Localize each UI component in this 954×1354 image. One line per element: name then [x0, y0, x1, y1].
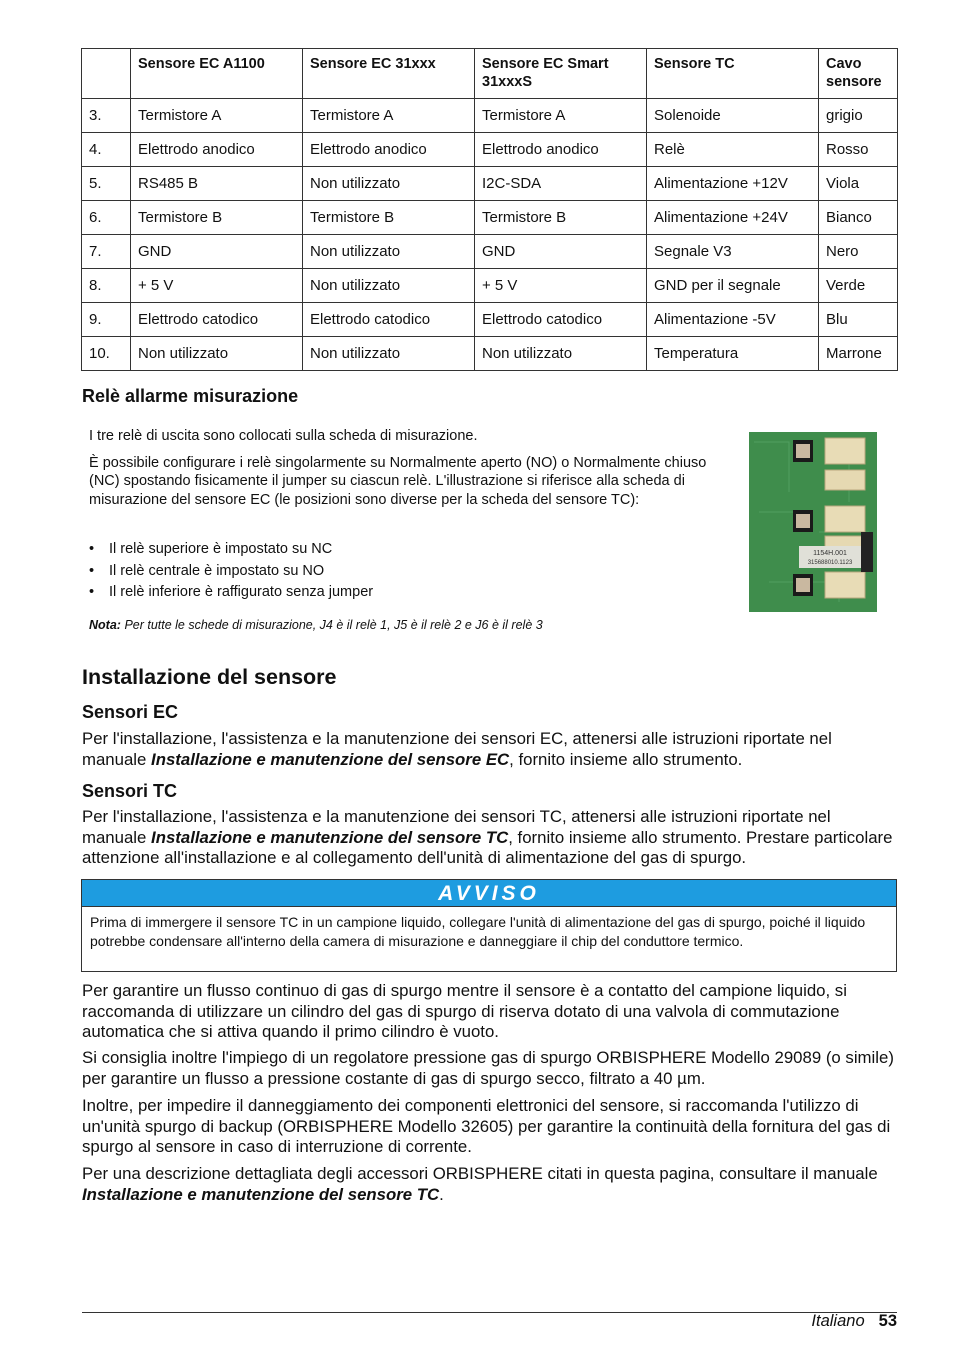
list-item: • Il relè centrale è impostato su NO [89, 561, 729, 583]
table-cell: Rosso [819, 133, 898, 167]
table-cell: Elettrodo catodico [303, 303, 475, 337]
table-cell: 4. [82, 133, 131, 167]
ec-paragraph [82, 729, 897, 770]
table-cell: 7. [82, 235, 131, 269]
table-cell: Termistore B [475, 201, 647, 235]
table-cell: Nero [819, 235, 898, 269]
table-cell: I2C-SDA [475, 167, 647, 201]
table-header-cell: Sensore TC [647, 49, 819, 99]
table-header-row [82, 49, 898, 99]
table-cell: Alimentazione +24V [647, 201, 819, 235]
table-cell: + 5 V [131, 269, 303, 303]
table-cell: 3. [82, 99, 131, 133]
table-cell: Termistore B [303, 201, 475, 235]
notice-box [81, 879, 897, 972]
table-cell: RS485 B [131, 167, 303, 201]
table-row [82, 133, 898, 167]
table-cell: Elettrodo anodico [131, 133, 303, 167]
table-cell: Blu [819, 303, 898, 337]
footer [811, 1312, 897, 1331]
table-cell: Marrone [819, 337, 898, 371]
table-header-cell: Cavo sensore [819, 49, 898, 99]
note-text: Per tutte le schede di misurazione, J4 è il relè 1, J5 è il relè 2 e J6 è il relè 3 [124, 618, 543, 632]
table-header-cell: Sensore EC A1100 [131, 49, 303, 99]
table-row [82, 201, 898, 235]
table-cell: Relè [647, 133, 819, 167]
table-cell: Termistore A [131, 99, 303, 133]
table-cell: Elettrodo catodico [131, 303, 303, 337]
table-cell: Termistore A [475, 99, 647, 133]
tc-text-after: , fornito insieme allo strumento. Prestare particolare attenzione all'installazione e al collegamento dell'unità di alimentazione del gas di spurgo. [82, 827, 893, 868]
ec-text-after: , fornito insieme allo strumento. [509, 749, 743, 769]
table-cell: Elettrodo anodico [475, 133, 647, 167]
table-cell: GND per il segnale [647, 269, 819, 303]
install-heading: Installazione del sensore [82, 665, 337, 689]
table-cell: Alimentazione +12V [647, 167, 819, 201]
notice-text: Prima di immergere il sensore TC in un campione liquido, collegare l'unità di alimentazione del gas di spurgo, poiché il liquido potrebbe condensare all'interno della camera di misurazione e danneggiare il chip del conduttore termico. [90, 914, 866, 949]
table-cell: 5. [82, 167, 131, 201]
pcb-drawing [749, 432, 877, 612]
chip-label-line1: 1154H.001 [813, 550, 847, 557]
table-header-cell [82, 49, 131, 99]
ec-manual-title: Installazione e manutenzione del sensore EC [151, 749, 510, 769]
tc-text: Per l'installazione, l'assistenza e la manutenzione dei sensori TC, attenersi alle istruzioni riportate nel manuale [82, 807, 831, 847]
table-cell: Termistore B [131, 201, 303, 235]
table-cell: 8. [82, 269, 131, 303]
table-cell: Non utilizzato [303, 167, 475, 201]
relay-paragraph: I tre relè di uscita sono collocati sulla scheda di misurazione. [89, 428, 478, 444]
purge-paragraph-1: Per garantire un flusso continuo di gas di spurgo mentre il sensore è a contatto del campione liquido, si raccomanda di utilizzare un cilindro del gas di spurgo di riserva dotato di una valvola di commutazione automatica che si attiva quando il primo cilindro è vuoto. [82, 981, 847, 1042]
table-cell: grigio [819, 99, 898, 133]
table-cell: Segnale V3 [647, 235, 819, 269]
table-cell: Elettrodo anodico [303, 133, 475, 167]
notice-title: AVVISO [82, 880, 896, 907]
tc-paragraph [82, 807, 897, 869]
pin-table [81, 48, 898, 371]
table-row [82, 303, 898, 337]
p4-text-after: . [439, 1184, 444, 1204]
relay-paragraph: È possibile configurare i relè singolarmente su Normalmente aperto (NO) o Normalmente chiuso (NC) spostando fisicamente il jumper su ciascun relè. L'illustrazione si riferisce alla scheda di misurazione del sensore EC (le posizioni sono diverse per la scheda del sensore TC): [89, 454, 707, 508]
table-row [82, 337, 898, 371]
chip-label-line2: 315688010.1123 [807, 560, 853, 566]
page-number: 53 [878, 1312, 897, 1330]
note-label: Nota: [89, 618, 121, 632]
table-cell: Solenoide [647, 99, 819, 133]
list-item: • Il relè superiore è impostato su NC [89, 539, 729, 561]
table-header-cell: Sensore EC Smart 31xxxS [475, 49, 647, 99]
table-row [82, 167, 898, 201]
measurement-board-image [749, 432, 877, 612]
table-cell: Verde [819, 269, 898, 303]
purge-paragraph-2: Si consiglia inoltre l'impiego di un regolatore pressione gas di spurgo ORBISPHERE Modello 29089 (o simile) per garantire un flusso a pressione costante di gas di spurgo secco, filtrato a 40 µm. [82, 1048, 894, 1088]
table-row [82, 235, 898, 269]
table-cell: GND [475, 235, 647, 269]
table-cell: Non utilizzato [303, 235, 475, 269]
table-cell: Non utilizzato [303, 269, 475, 303]
table-cell: Viola [819, 167, 898, 201]
p4-manual-title: Installazione e manutenzione del sensore TC [82, 1184, 440, 1204]
relay-bullet-list [89, 539, 729, 604]
relay-heading: Relè allarme misurazione [82, 386, 299, 406]
tc-heading: Sensori TC [82, 781, 178, 801]
relay-text [89, 427, 729, 517]
table-cell: 6. [82, 201, 131, 235]
table-cell: Alimentazione -5V [647, 303, 819, 337]
table-header-cell: Sensore EC 31xxx [303, 49, 475, 99]
table-cell: Termistore A [303, 99, 475, 133]
table-cell: Non utilizzato [131, 337, 303, 371]
table-row [82, 269, 898, 303]
ec-heading: Sensori EC [82, 702, 179, 722]
table-cell: + 5 V [475, 269, 647, 303]
table-row [82, 99, 898, 133]
table-cell: Bianco [819, 201, 898, 235]
tc-manual-title: Installazione e manutenzione del sensore TC [151, 827, 509, 847]
footer-divider [82, 1312, 897, 1313]
relay-note [89, 618, 543, 632]
footer-language: Italiano [811, 1312, 865, 1330]
ec-text: Per l'installazione, l'assistenza e la manutenzione dei sensori EC, attenersi alle istruzioni riportate nel manuale [82, 729, 832, 769]
table-cell: Non utilizzato [475, 337, 647, 371]
table-cell: Elettrodo catodico [475, 303, 647, 337]
table-cell: 10. [82, 337, 131, 371]
p4-text: Per una descrizione dettagliata degli accessori ORBISPHERE citati in questa pagina, consultare il manuale [82, 1164, 878, 1183]
purge-paragraph-4 [82, 1164, 897, 1205]
table-cell: Temperatura [647, 337, 819, 371]
purge-paragraph-3: Inoltre, per impedire il danneggiamento dei componenti elettronici del sensore, si raccomanda l'utilizzo di un'unità spurgo di backup (ORBISPHERE Modello 32605) per garantire la continuità della fornitura del gas di spurgo al sensore in caso di interruzione di corrente. [82, 1096, 891, 1157]
table-cell: 9. [82, 303, 131, 337]
list-item: • Il relè inferiore è raffigurato senza jumper [89, 582, 729, 604]
table-cell: GND [131, 235, 303, 269]
table-cell: Non utilizzato [303, 337, 475, 371]
